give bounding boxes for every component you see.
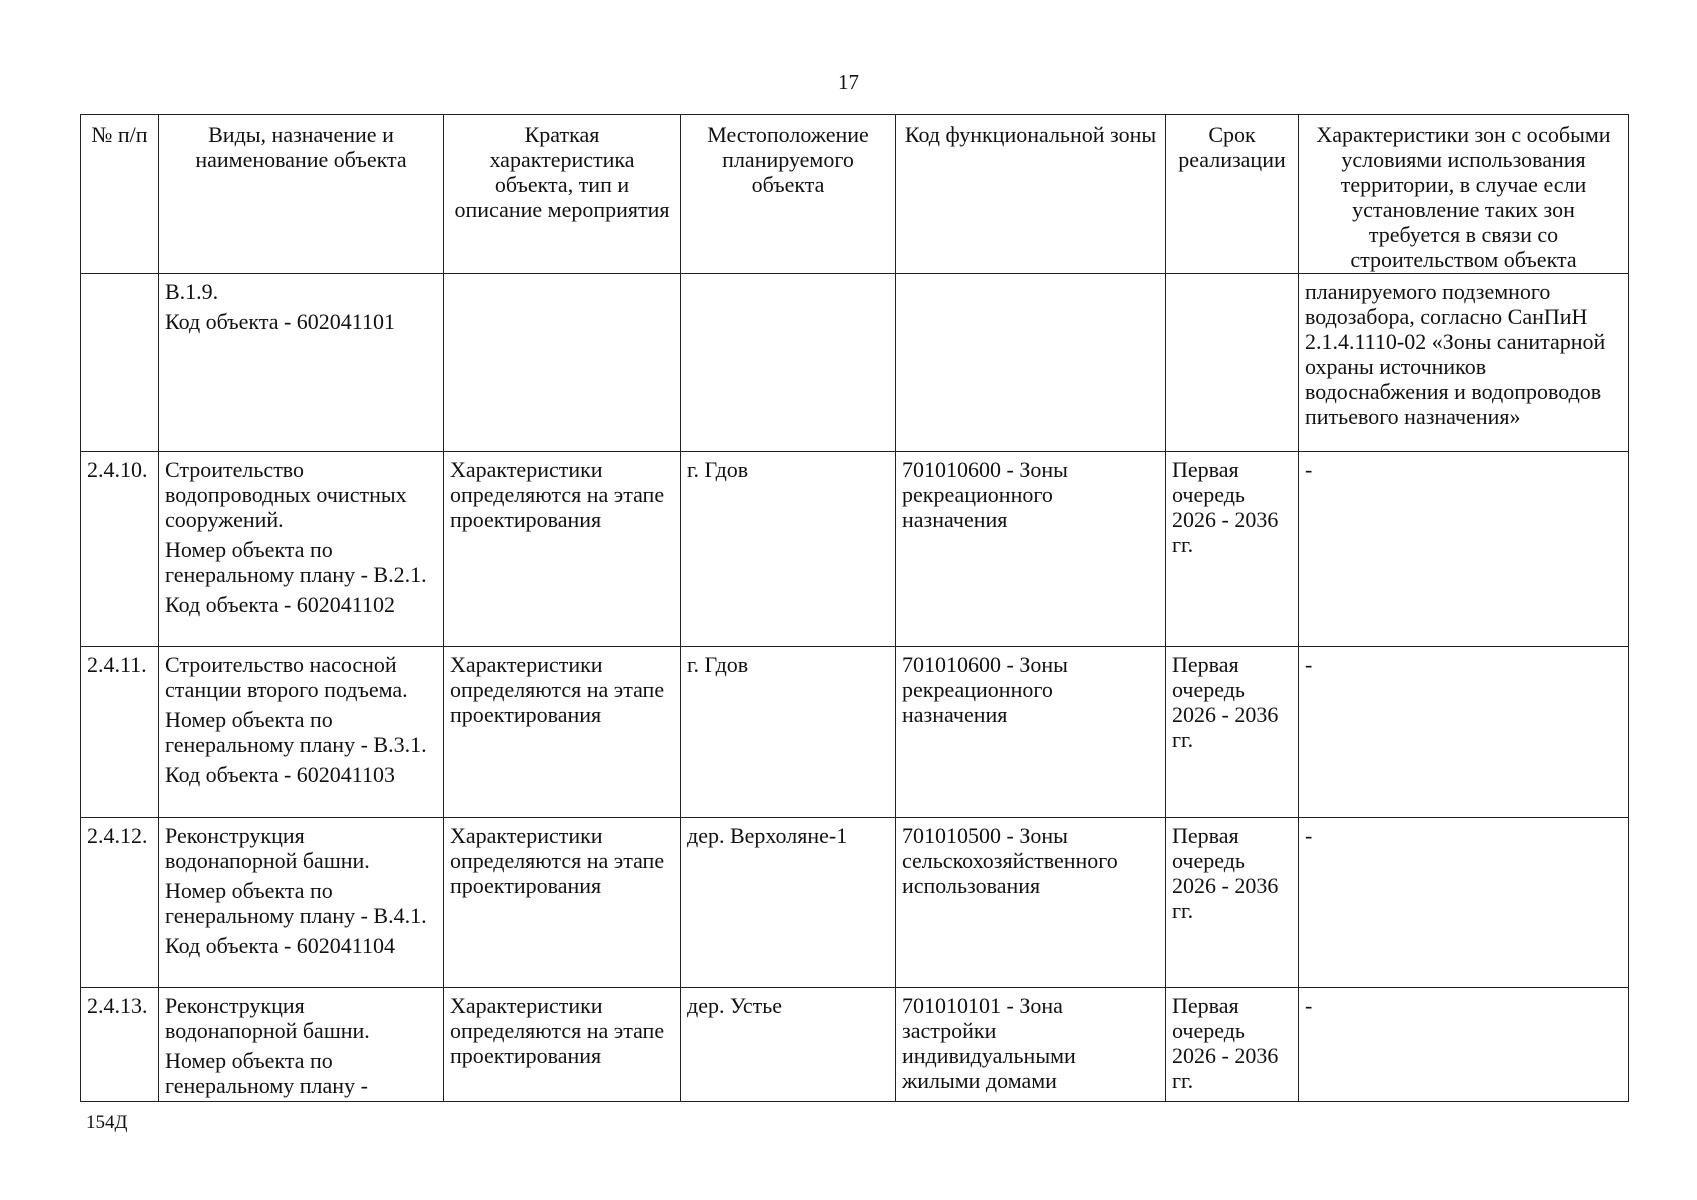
objects-table bbox=[80, 114, 1629, 1102]
cell-zone-code bbox=[896, 274, 1166, 452]
table-header-row bbox=[81, 115, 1629, 274]
cell-term bbox=[1166, 274, 1299, 452]
object-name: Строительство насосной станции второго подъема. bbox=[165, 652, 408, 702]
cell-num: 2.4.12. bbox=[81, 818, 159, 988]
object-plan-number: Номер объекта по генеральному плану - В.4.1. bbox=[165, 878, 427, 928]
cell-description: Характеристики определяются на этапе проектирования bbox=[444, 452, 681, 647]
cell-special-zones: - bbox=[1299, 818, 1629, 988]
cell-num: 2.4.13. bbox=[81, 988, 159, 1102]
cell-zone-code: 701010500 - Зоны сельскохозяйственного использования bbox=[896, 818, 1166, 988]
cell-term: Первая очередь 2026 - 2036 гг. bbox=[1166, 988, 1299, 1102]
header-cell: Местоположение планируемого объекта bbox=[681, 115, 896, 274]
cell-zone-code: 701010600 - Зоны рекреационного назначения bbox=[896, 647, 1166, 818]
cell-location: дер. Устье bbox=[681, 988, 896, 1102]
cell-location: г. Гдов bbox=[681, 647, 896, 818]
cell-term: Первая очередь 2026 - 2036 гг. bbox=[1166, 818, 1299, 988]
cell-special-zones: планируемого подземного водозабора, согласно СанПиН 2.1.4.1110-02 «Зоны санитарной охраны источников водоснабжения и водопроводов питьевого назначения» bbox=[1299, 274, 1629, 452]
object-plan-number: В.1.9. bbox=[165, 279, 219, 304]
cell-zone-code: 701010101 - Зона застройки индивидуальными жилыми домами bbox=[896, 988, 1166, 1102]
cell-special-zones: - bbox=[1299, 988, 1629, 1102]
cell-description: Характеристики определяются на этапе проектирования bbox=[444, 818, 681, 988]
header-cell: Код функциональной зоны bbox=[896, 115, 1166, 274]
header-cell: № п/п bbox=[81, 115, 159, 274]
object-plan-number: Номер объекта по генеральному плану - В.3.1. bbox=[165, 707, 427, 757]
cell-location: дер. Верхоляне-1 bbox=[681, 818, 896, 988]
cell-num: 2.4.11. bbox=[81, 647, 159, 818]
cell-zone-code: 701010600 - Зоны рекреационного назначения bbox=[896, 452, 1166, 647]
table-row bbox=[81, 452, 1629, 647]
cell-special-zones: - bbox=[1299, 647, 1629, 818]
cell-description bbox=[444, 274, 681, 452]
header-cell: Виды, назначение и наименование объекта bbox=[159, 115, 444, 274]
cell-num bbox=[81, 274, 159, 452]
object-code: Код объекта - 602041101 bbox=[165, 309, 395, 334]
cell-special-zones: - bbox=[1299, 452, 1629, 647]
object-code: Код объекта - 602041102 bbox=[165, 592, 395, 617]
page-number: 17 bbox=[838, 70, 859, 94]
cell-object bbox=[159, 988, 444, 1102]
object-code: Код объекта - 602041103 bbox=[165, 762, 395, 787]
table-row bbox=[81, 818, 1629, 988]
cell-description: Характеристики определяются на этапе проектирования bbox=[444, 647, 681, 818]
cell-location: г. Гдов bbox=[681, 452, 896, 647]
cell-term: Первая очередь 2026 - 2036 гг. bbox=[1166, 647, 1299, 818]
cell-location bbox=[681, 274, 896, 452]
table-row bbox=[81, 988, 1629, 1102]
object-name: Реконструкция водонапорной башни. bbox=[165, 993, 370, 1043]
cell-object bbox=[159, 274, 444, 452]
table-row bbox=[81, 274, 1629, 452]
cell-num: 2.4.10. bbox=[81, 452, 159, 647]
cell-object bbox=[159, 452, 444, 647]
object-name: Реконструкция водонапорной башни. bbox=[165, 823, 370, 873]
cell-description: Характеристики определяются на этапе проектирования bbox=[444, 988, 681, 1102]
document-code: 154Д bbox=[86, 1112, 128, 1133]
header-cell: Срок реализации bbox=[1166, 115, 1299, 274]
header-cell: Краткая характеристика объекта, тип и описание мероприятия bbox=[444, 115, 681, 274]
object-plan-number: Номер объекта по генеральному плану - bbox=[165, 1048, 368, 1098]
cell-term: Первая очередь 2026 - 2036 гг. bbox=[1166, 452, 1299, 647]
object-name: Строительство водопроводных очистных сооружений. bbox=[165, 457, 407, 532]
object-code: Код объекта - 602041104 bbox=[165, 933, 395, 958]
cell-object bbox=[159, 647, 444, 818]
cell-object bbox=[159, 818, 444, 988]
table-row bbox=[81, 647, 1629, 818]
object-plan-number: Номер объекта по генеральному плану - В.2.1. bbox=[165, 537, 427, 587]
header-cell: Характеристики зон с особыми условиями использования территории, в случае если установление таких зон требуется в связи со строительством объекта bbox=[1299, 115, 1629, 274]
